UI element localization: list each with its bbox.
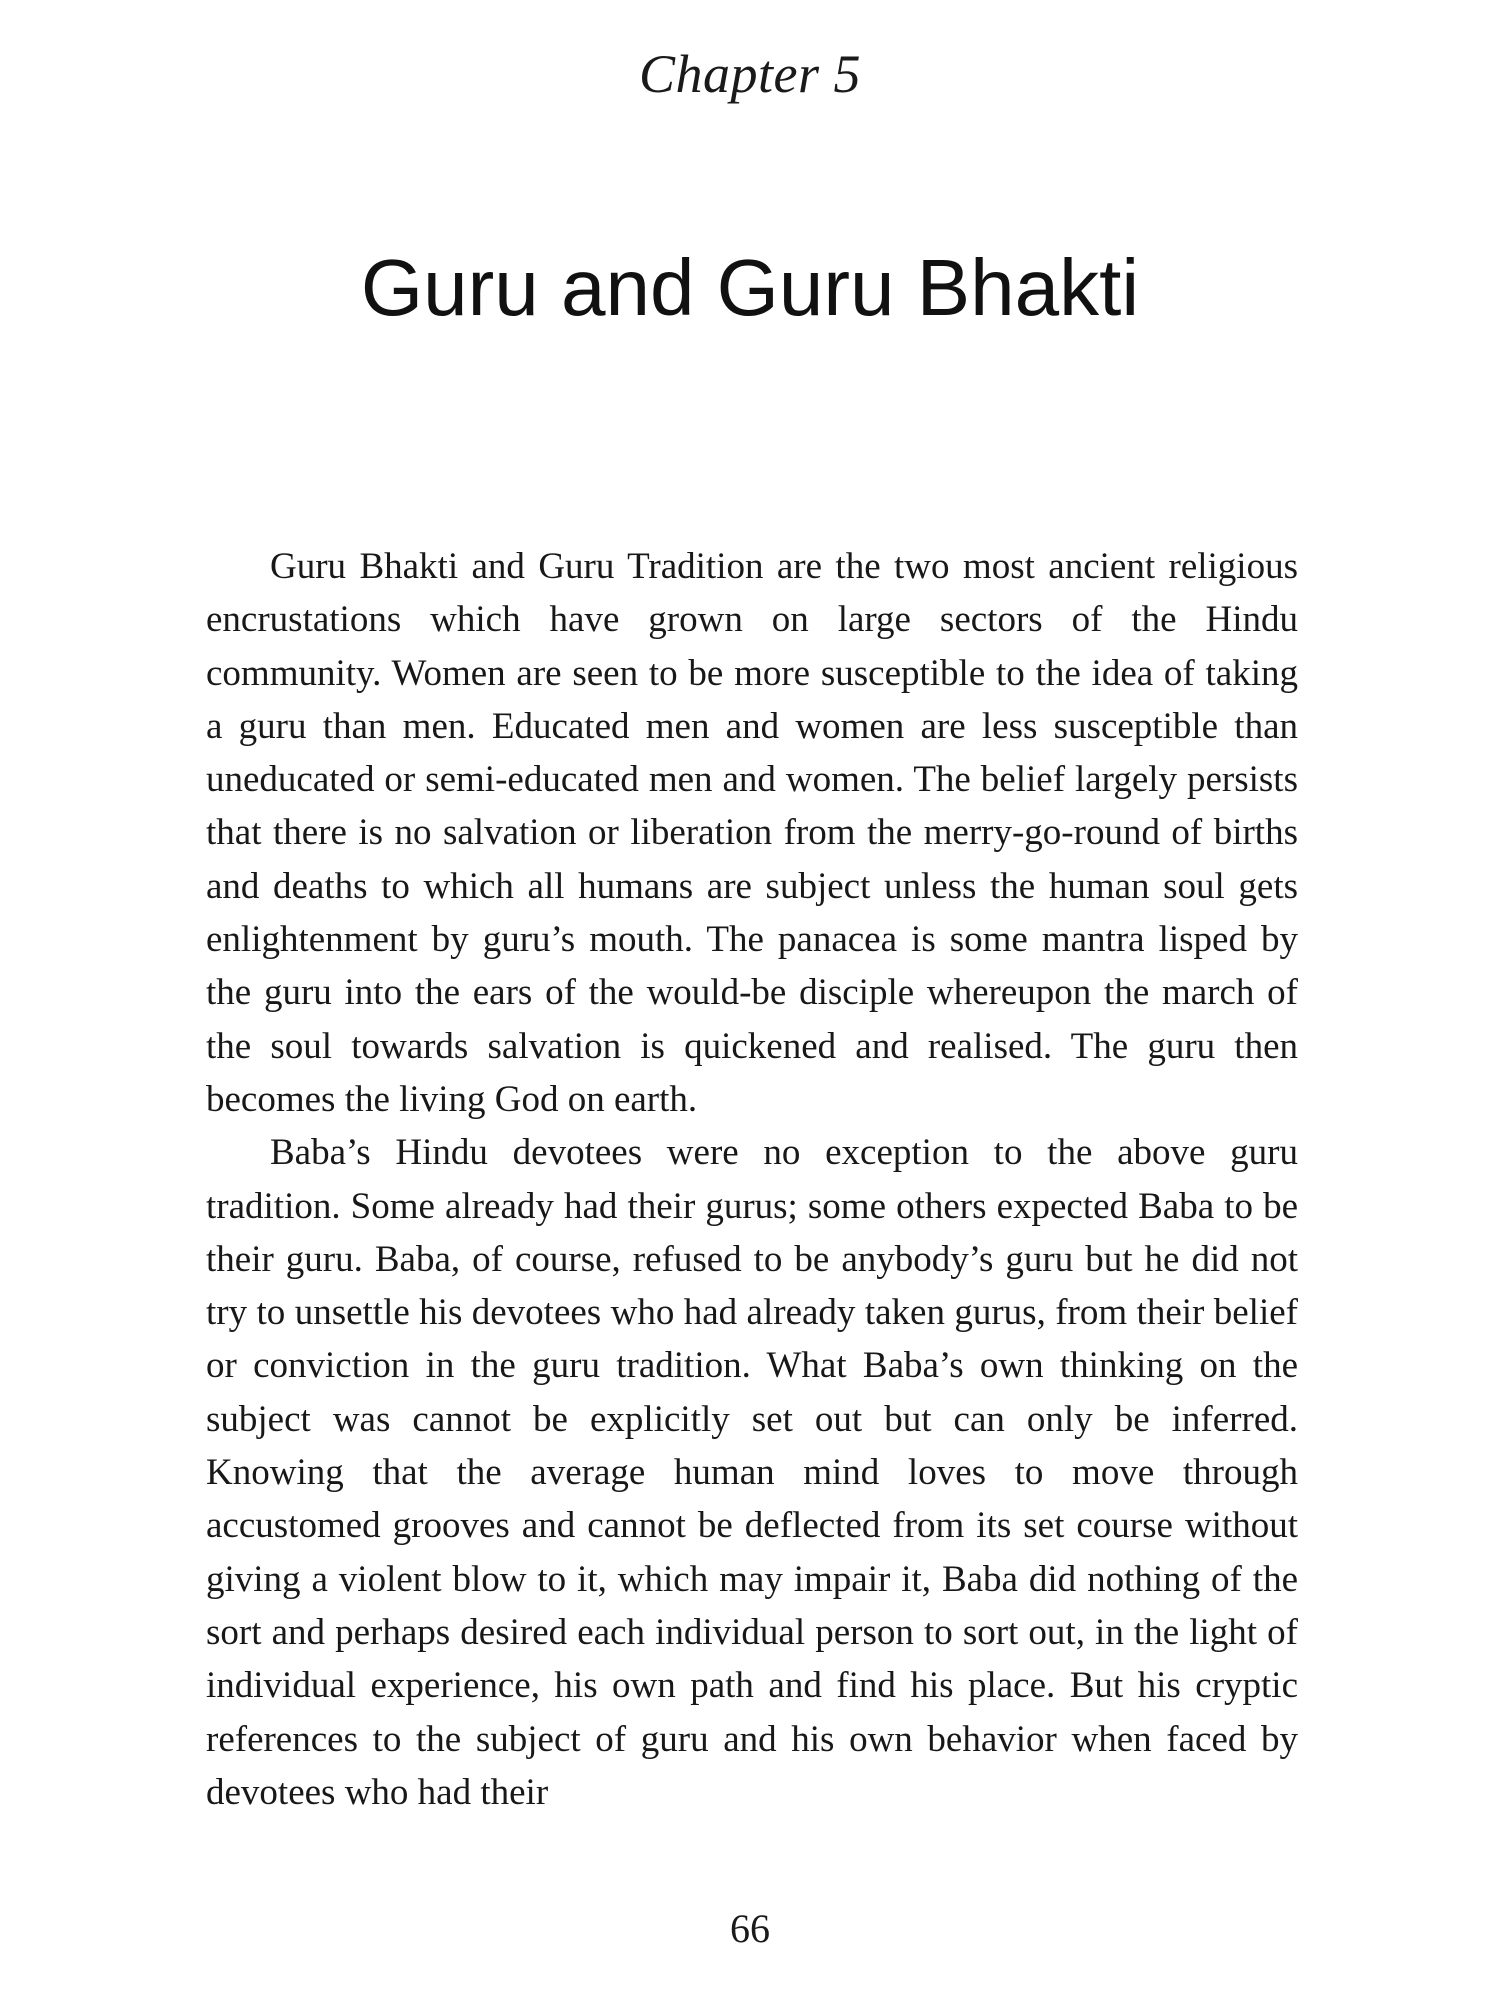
chapter-title: Guru and Guru Bhakti [360,243,1140,332]
paragraph-2: Baba’s Hindu devotees were no exception to the above guru tradition. Some already had their gurus; some others expected Baba to be their guru. Baba, of course, refused to be anybody’s guru but he did not try to unsettle his devotees who had already taken gurus, from their belief or conviction in the guru tradition. What Baba’s own thinking on the subject was cannot be explicitly set out but can only be inferred. Knowing that the average human mind loves to move through accustomed grooves and cannot be deflected from its set course without giving a violent blow to it, which may impair it, Baba did nothing of the sort and perhaps desired each individual person to sort out, in the light of individual experience, his own path and find his place. But his cryptic references to the subject of guru and his own behavior when faced by devotees who had their [206,1132,1298,1813]
chapter-body [206,540,1298,1819]
chapter-label: Chapter 5 [638,44,861,104]
paragraph-1: Guru Bhakti and Guru Tradition are the two most ancient religious encrustations which have grown on large sectors of the Hindu community. Women are seen to be more susceptible to the idea of taking a guru than men. Educated men and women are less susceptible than uneducated or semi-educated men and women. The belief largely persists that there is no salvation or liberation from the merry-go-round of births and deaths to which all humans are subject unless the human soul gets enlightenment by guru’s mouth. The panacea is some mantra lisped by the guru into the ears of the would-be disciple whereupon the march of the soul towards salvation is quickened and realised. The guru then becomes the living God on earth. [206,546,1298,1120]
page-number: 66 [730,1906,770,1951]
